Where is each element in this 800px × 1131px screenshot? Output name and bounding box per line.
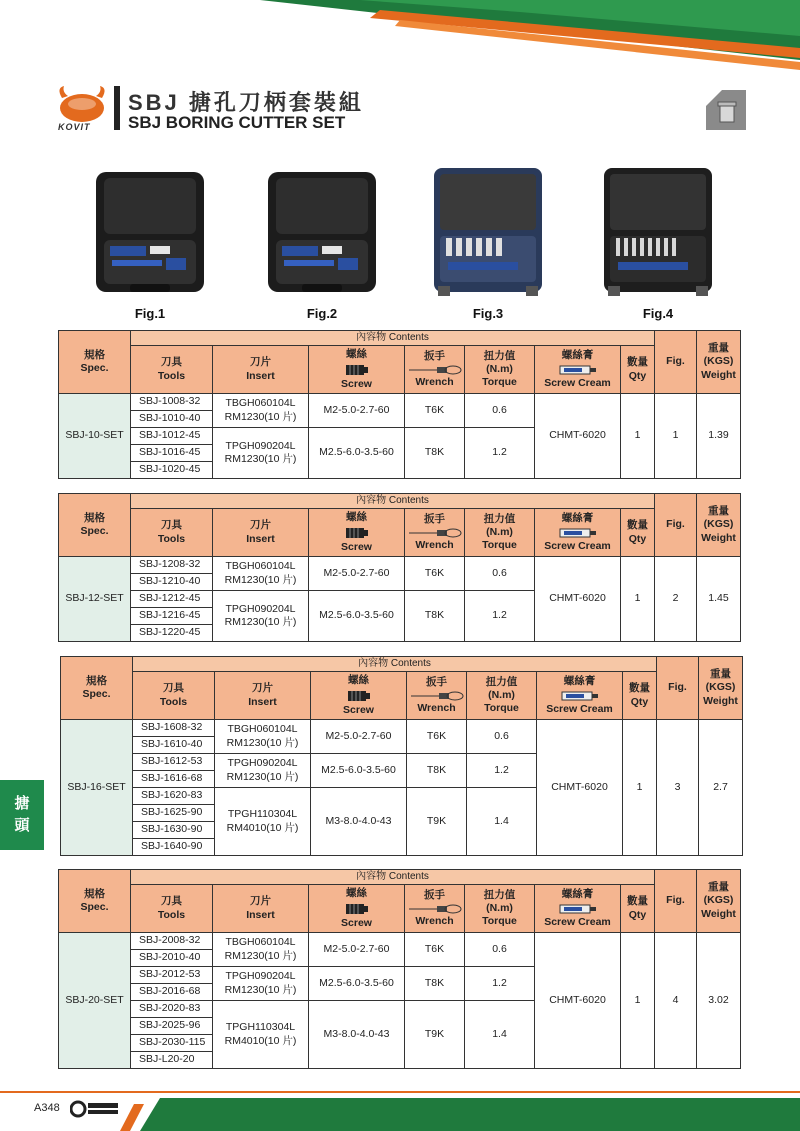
weight-header-en: Weight bbox=[703, 694, 738, 707]
screw-cell: M2-5.0-2.7-60 bbox=[309, 557, 405, 591]
torque-cell: 1.4 bbox=[467, 788, 537, 856]
weight-header-zh: 重量 bbox=[708, 342, 729, 355]
torque-header-zh: 扭力值 bbox=[485, 675, 518, 688]
wrench-cell: T6K bbox=[407, 720, 467, 754]
torque-header bbox=[465, 346, 535, 394]
insert-model: TPGH090204L bbox=[225, 602, 296, 615]
torque-cell: 1.4 bbox=[465, 1001, 535, 1069]
qty-cell: 1 bbox=[621, 933, 655, 1069]
screw-header-en: Screw bbox=[343, 703, 374, 716]
spec-header-en: Spec. bbox=[82, 688, 111, 700]
cream-header-en: Screw Cream bbox=[544, 376, 611, 389]
brand-name: KOVIT bbox=[58, 122, 91, 132]
cream-header bbox=[535, 346, 621, 394]
page-title-chinese: SBJ 搪孔刀柄套裝組 bbox=[128, 90, 364, 115]
spec-header bbox=[59, 331, 131, 394]
wrench-header bbox=[405, 509, 465, 557]
tool-cell: SBJ-2020-83 bbox=[131, 1001, 213, 1018]
qty-header bbox=[621, 346, 655, 394]
tools-header-en: Tools bbox=[159, 695, 188, 708]
tool-cell: SBJ-1020-45 bbox=[131, 462, 213, 479]
wrench-cell: T9K bbox=[407, 788, 467, 856]
torque-cell: 0.6 bbox=[467, 720, 537, 754]
wrench-icon bbox=[407, 528, 463, 538]
insert-header bbox=[215, 672, 311, 720]
torque-cell: 0.6 bbox=[465, 933, 535, 967]
weight-cell: 1.45 bbox=[697, 557, 741, 642]
fig2-label: Fig.2 bbox=[306, 306, 338, 321]
torque-header-zh: 扭力值 bbox=[483, 512, 516, 525]
insert-pack: RM1230(10 片) bbox=[226, 736, 299, 749]
set-spec-cell: SBJ-10-SET bbox=[59, 394, 131, 479]
insert-cell bbox=[213, 967, 309, 1001]
footer-divider bbox=[0, 1091, 800, 1093]
weight-header-zh: 重量 bbox=[708, 505, 729, 518]
tool-cell: SBJ-1212-45 bbox=[131, 591, 213, 608]
spec-header bbox=[59, 870, 131, 933]
weight-header-unit: (KGS) bbox=[703, 518, 734, 531]
screw-icon bbox=[344, 363, 370, 377]
category-side-tab bbox=[0, 780, 44, 850]
boring-tool-category-icon bbox=[706, 90, 746, 130]
insert-pack: RM1230(10 片) bbox=[224, 573, 297, 586]
insert-header bbox=[213, 509, 309, 557]
contents-header: 內容物 Contents bbox=[131, 331, 655, 346]
qty-cell: 1 bbox=[621, 557, 655, 642]
screw-header-zh: 螺絲 bbox=[346, 887, 367, 900]
weight-cell: 2.7 bbox=[699, 720, 743, 856]
weight-cell: 3.02 bbox=[697, 933, 741, 1069]
spec-header-en: Spec. bbox=[80, 901, 109, 913]
tools-header-zh: 刀具 bbox=[161, 519, 182, 532]
tool-cell: SBJ-1630-90 bbox=[133, 822, 215, 839]
fig-cell: 2 bbox=[655, 557, 697, 642]
cream-cell: CHMT-6020 bbox=[535, 557, 621, 642]
torque-header bbox=[465, 509, 535, 557]
tool-cell: SBJ-2016-68 bbox=[131, 984, 213, 1001]
insert-model: TBGH060104L bbox=[225, 560, 296, 573]
cream-header-zh: 螺絲膏 bbox=[561, 888, 594, 901]
table-row bbox=[61, 720, 743, 737]
weight-header bbox=[697, 331, 741, 394]
cream-cell: CHMT-6020 bbox=[535, 933, 621, 1069]
screw-cell: M2-5.0-2.7-60 bbox=[311, 720, 407, 754]
insert-pack: RM1230(10 片) bbox=[224, 453, 297, 465]
spec-header-en: Spec. bbox=[80, 362, 109, 374]
insert-model: TPGH110304L bbox=[225, 1021, 296, 1034]
screw-cell: M2-5.0-2.7-60 bbox=[309, 394, 405, 428]
weight-header bbox=[697, 870, 741, 933]
torque-header-unit: (N.m) bbox=[486, 525, 513, 538]
torque-header-unit: (N.m) bbox=[488, 688, 515, 701]
tool-cell: SBJ-2008-32 bbox=[131, 933, 213, 950]
screw-cream-tube-icon bbox=[558, 364, 598, 376]
cream-header bbox=[537, 672, 623, 720]
qty-header bbox=[623, 672, 657, 720]
insert-header-zh: 刀片 bbox=[250, 356, 271, 369]
insert-header-en: Insert bbox=[246, 532, 275, 545]
torque-cell: 1.2 bbox=[465, 428, 535, 479]
tool-cell: SBJ-2012-53 bbox=[131, 967, 213, 984]
screw-cell: M2.5-6.0-3.5-60 bbox=[309, 967, 405, 1001]
tool-cell: SBJ-1616-68 bbox=[133, 771, 215, 788]
wrench-header-en: Wrench bbox=[415, 375, 454, 388]
wrench-cell: T8K bbox=[405, 967, 465, 1001]
screw-cream-tube-icon bbox=[558, 527, 598, 539]
qty-header bbox=[621, 885, 655, 933]
weight-header-en: Weight bbox=[701, 368, 736, 381]
tool-cell: SBJ-2025-96 bbox=[131, 1018, 213, 1035]
screw-cell: M2.5-6.0-3.5-60 bbox=[309, 428, 405, 479]
tools-header bbox=[131, 346, 213, 394]
insert-header-en: Insert bbox=[248, 695, 277, 708]
insert-cell bbox=[215, 754, 311, 788]
weight-header-unit: (KGS) bbox=[705, 681, 736, 694]
spec-table-sbj-12-set bbox=[58, 493, 741, 642]
fig4-label: Fig.4 bbox=[642, 306, 674, 321]
insert-cell bbox=[215, 720, 311, 754]
table-row bbox=[59, 394, 741, 411]
screw-header-en: Screw bbox=[341, 540, 372, 553]
title-accent-bar bbox=[114, 86, 120, 130]
screw-header bbox=[309, 509, 405, 557]
fig-header: Fig. bbox=[655, 870, 697, 933]
screw-icon bbox=[344, 902, 370, 916]
insert-pack: RM1230(10 片) bbox=[224, 616, 297, 628]
torque-header bbox=[465, 885, 535, 933]
insert-header-en: Insert bbox=[246, 908, 275, 921]
fig3-label: Fig.3 bbox=[472, 306, 504, 321]
screw-cream-tube-icon bbox=[558, 903, 598, 915]
wrench-header-en: Wrench bbox=[415, 538, 454, 551]
tool-cell: SBJ-1008-32 bbox=[131, 394, 213, 411]
screw-header-en: Screw bbox=[341, 916, 372, 929]
fig-cell: 3 bbox=[657, 720, 699, 856]
wrench-header-zh: 扳手 bbox=[424, 513, 445, 526]
side-tab-char-2: 頭 bbox=[14, 817, 30, 834]
spec-header-zh: 規格 bbox=[86, 674, 107, 687]
torque-cell: 0.6 bbox=[465, 394, 535, 428]
spec-header bbox=[59, 494, 131, 557]
wrench-icon bbox=[407, 904, 463, 914]
qty-header-en: Qty bbox=[628, 369, 647, 382]
torque-header-zh: 扭力值 bbox=[483, 349, 516, 362]
qty-cell: 1 bbox=[621, 394, 655, 479]
insert-model: TPGH090204L bbox=[225, 439, 296, 452]
insert-cell bbox=[213, 1001, 309, 1069]
tool-cell: SBJ-1016-45 bbox=[131, 445, 213, 462]
cream-header-en: Screw Cream bbox=[544, 915, 611, 928]
tool-cell: SBJ-1208-32 bbox=[131, 557, 213, 574]
table-row bbox=[59, 933, 741, 950]
wrench-cell: T8K bbox=[405, 591, 465, 642]
qty-cell: 1 bbox=[623, 720, 657, 856]
fig2-case-image bbox=[262, 162, 382, 304]
insert-model: TPGH090204L bbox=[225, 970, 296, 983]
cream-header-zh: 螺絲膏 bbox=[561, 512, 594, 525]
tools-header-zh: 刀具 bbox=[161, 356, 182, 369]
fig3-case-image bbox=[428, 162, 548, 304]
qty-header bbox=[621, 509, 655, 557]
insert-model: TPGH110304L bbox=[227, 808, 298, 821]
screw-icon bbox=[346, 689, 372, 703]
torque-cell: 0.6 bbox=[465, 557, 535, 591]
tool-cell: SBJ-1620-83 bbox=[133, 788, 215, 805]
weight-header-zh: 重量 bbox=[708, 881, 729, 894]
page-title-english: SBJ BORING CUTTER SET bbox=[128, 113, 346, 132]
spec-table-sbj-20-set bbox=[58, 869, 741, 1069]
contents-header: 內容物 Contents bbox=[131, 494, 655, 509]
tools-header-zh: 刀具 bbox=[161, 895, 182, 908]
screw-header bbox=[309, 346, 405, 394]
qty-header-zh: 數量 bbox=[629, 682, 650, 695]
screw-header-en: Screw bbox=[341, 377, 372, 390]
screw-header bbox=[311, 672, 407, 720]
wrench-cell: T8K bbox=[407, 754, 467, 788]
torque-header-en: Torque bbox=[484, 702, 519, 715]
qty-header-en: Qty bbox=[630, 695, 649, 708]
cream-header-zh: 螺絲膏 bbox=[561, 349, 594, 362]
contents-header: 內容物 Contents bbox=[131, 870, 655, 885]
tool-cell: SBJ-2030-115 bbox=[131, 1035, 213, 1052]
weight-header-zh: 重量 bbox=[710, 668, 731, 681]
qty-header-zh: 數量 bbox=[627, 895, 648, 908]
tool-cell: SBJ-1608-32 bbox=[133, 720, 215, 737]
torque-header-unit: (N.m) bbox=[486, 362, 513, 375]
weight-header-en: Weight bbox=[701, 531, 736, 544]
screw-cell: M2.5-6.0-3.5-60 bbox=[311, 754, 407, 788]
insert-model: TBGH060104L bbox=[227, 723, 298, 736]
tool-cell: SBJ-1640-90 bbox=[133, 839, 215, 856]
insert-pack: RM1230(10 片) bbox=[226, 770, 299, 783]
insert-header-zh: 刀片 bbox=[250, 895, 271, 908]
torque-cell: 1.2 bbox=[465, 591, 535, 642]
screw-cell: M2.5-6.0-3.5-60 bbox=[309, 591, 405, 642]
footer-stripe-decoration bbox=[120, 1098, 800, 1131]
screw-header-zh: 螺絲 bbox=[346, 348, 367, 361]
wrench-header-zh: 扳手 bbox=[424, 350, 445, 363]
weight-header-unit: (KGS) bbox=[703, 894, 734, 907]
fig-header: Fig. bbox=[655, 494, 697, 557]
insert-header-en: Insert bbox=[246, 369, 275, 382]
tools-header-zh: 刀具 bbox=[163, 682, 184, 695]
page-number: A348 bbox=[34, 1102, 60, 1114]
weight-header bbox=[697, 494, 741, 557]
screw-cell: M3-8.0-4.0-43 bbox=[309, 1001, 405, 1069]
wrench-cell: T9K bbox=[405, 1001, 465, 1069]
spec-table-sbj-10-set bbox=[58, 330, 741, 479]
fig-header: Fig. bbox=[655, 331, 697, 394]
qty-header-zh: 數量 bbox=[627, 519, 648, 532]
wrench-cell: T6K bbox=[405, 394, 465, 428]
tool-cell: SBJ-1625-90 bbox=[133, 805, 215, 822]
fig1-case-image bbox=[90, 162, 210, 304]
spec-header-zh: 規格 bbox=[84, 511, 105, 524]
insert-pack: RM1230(10 片) bbox=[224, 949, 297, 962]
insert-pack: RM1230(10 片) bbox=[224, 410, 297, 423]
top-stripe-decoration bbox=[0, 0, 800, 80]
insert-header bbox=[213, 885, 309, 933]
spec-header-en: Spec. bbox=[80, 525, 109, 537]
tool-cell: SBJ-1612-53 bbox=[133, 754, 215, 771]
wrench-header bbox=[407, 672, 467, 720]
weight-header bbox=[699, 657, 743, 720]
screw-cell: M3-8.0-4.0-43 bbox=[311, 788, 407, 856]
set-spec-cell: SBJ-20-SET bbox=[59, 933, 131, 1069]
tools-header bbox=[131, 885, 213, 933]
qty-header-zh: 數量 bbox=[627, 356, 648, 369]
fig-header: Fig. bbox=[657, 657, 699, 720]
spec-header-zh: 規格 bbox=[84, 348, 105, 361]
tool-cell: SBJ-1010-40 bbox=[131, 411, 213, 428]
screw-cell: M2-5.0-2.7-60 bbox=[309, 933, 405, 967]
tool-cell: SBJ-1012-45 bbox=[131, 428, 213, 445]
wrench-icon bbox=[407, 365, 463, 375]
wrench-header-en: Wrench bbox=[415, 914, 454, 927]
cream-header bbox=[535, 885, 621, 933]
wrench-header-zh: 扳手 bbox=[424, 889, 445, 902]
torque-header-unit: (N.m) bbox=[486, 901, 513, 914]
insert-cell bbox=[213, 933, 309, 967]
torque-header-zh: 扭力值 bbox=[483, 888, 516, 901]
wrench-cell: T8K bbox=[405, 428, 465, 479]
weight-cell: 1.39 bbox=[697, 394, 741, 479]
torque-header-en: Torque bbox=[482, 376, 517, 389]
cream-header-en: Screw Cream bbox=[544, 539, 611, 552]
torque-header-en: Torque bbox=[482, 915, 517, 928]
wrench-header bbox=[405, 885, 465, 933]
table-row bbox=[59, 557, 741, 574]
screw-header-zh: 螺絲 bbox=[346, 511, 367, 524]
set-spec-cell: SBJ-16-SET bbox=[61, 720, 133, 856]
wrench-icon bbox=[409, 691, 465, 701]
cream-cell: CHMT-6020 bbox=[537, 720, 623, 856]
wrench-cell: T6K bbox=[405, 933, 465, 967]
spec-table-sbj-16-set bbox=[60, 656, 743, 856]
weight-header-en: Weight bbox=[701, 907, 736, 920]
tool-cell: SBJ-1220-45 bbox=[131, 625, 213, 642]
fig1-label: Fig.1 bbox=[134, 306, 166, 321]
fig4-case-image bbox=[598, 162, 718, 304]
insert-cell bbox=[213, 591, 309, 642]
tools-header-en: Tools bbox=[157, 369, 186, 382]
weight-header-unit: (KGS) bbox=[703, 355, 734, 368]
insert-pack: RM4010(10 片) bbox=[226, 821, 299, 834]
tools-header-en: Tools bbox=[157, 908, 186, 921]
screw-header bbox=[309, 885, 405, 933]
set-spec-cell: SBJ-12-SET bbox=[59, 557, 131, 642]
tool-cell: SBJ-1210-40 bbox=[131, 574, 213, 591]
wrench-header-en: Wrench bbox=[417, 701, 456, 714]
wrench-cell: T6K bbox=[405, 557, 465, 591]
spec-header-zh: 規格 bbox=[84, 887, 105, 900]
cream-header-zh: 螺絲膏 bbox=[563, 675, 596, 688]
insert-header bbox=[213, 346, 309, 394]
torque-cell: 1.2 bbox=[465, 967, 535, 1001]
insert-cell bbox=[213, 394, 309, 428]
chain-headway-logo bbox=[70, 1100, 120, 1118]
qty-header-en: Qty bbox=[628, 908, 647, 921]
cream-header-en: Screw Cream bbox=[546, 702, 613, 715]
insert-pack: RM4010(10 片) bbox=[224, 1034, 297, 1047]
screw-header-zh: 螺絲 bbox=[348, 674, 369, 687]
torque-header bbox=[467, 672, 537, 720]
cream-header bbox=[535, 509, 621, 557]
insert-model: TBGH060104L bbox=[225, 936, 296, 949]
qty-header-en: Qty bbox=[628, 532, 647, 545]
wrench-header bbox=[405, 346, 465, 394]
torque-header-en: Torque bbox=[482, 539, 517, 552]
tools-header-en: Tools bbox=[157, 532, 186, 545]
insert-cell bbox=[215, 788, 311, 856]
side-tab-char-1: 搪 bbox=[14, 795, 30, 812]
spec-header bbox=[61, 657, 133, 720]
tool-cell: SBJ-2010-40 bbox=[131, 950, 213, 967]
torque-cell: 1.2 bbox=[467, 754, 537, 788]
insert-model: TBGH060104L bbox=[225, 397, 296, 410]
insert-header-zh: 刀片 bbox=[250, 519, 271, 532]
fig-cell: 1 bbox=[655, 394, 697, 479]
insert-model: TPGH090204L bbox=[227, 757, 298, 770]
insert-cell bbox=[213, 557, 309, 591]
tools-header bbox=[131, 509, 213, 557]
contents-header: 內容物 Contents bbox=[133, 657, 657, 672]
cream-cell: CHMT-6020 bbox=[535, 394, 621, 479]
screw-cream-tube-icon bbox=[560, 690, 600, 702]
tools-header bbox=[133, 672, 215, 720]
wrench-header-zh: 扳手 bbox=[426, 676, 447, 689]
insert-header-zh: 刀片 bbox=[252, 682, 273, 695]
tool-cell: SBJ-L20-20 bbox=[131, 1052, 213, 1069]
screw-icon bbox=[344, 526, 370, 540]
tool-cell: SBJ-1216-45 bbox=[131, 608, 213, 625]
insert-cell bbox=[213, 428, 309, 479]
insert-pack: RM1230(10 片) bbox=[224, 983, 297, 996]
fig-cell: 4 bbox=[655, 933, 697, 1069]
tool-cell: SBJ-1610-40 bbox=[133, 737, 215, 754]
